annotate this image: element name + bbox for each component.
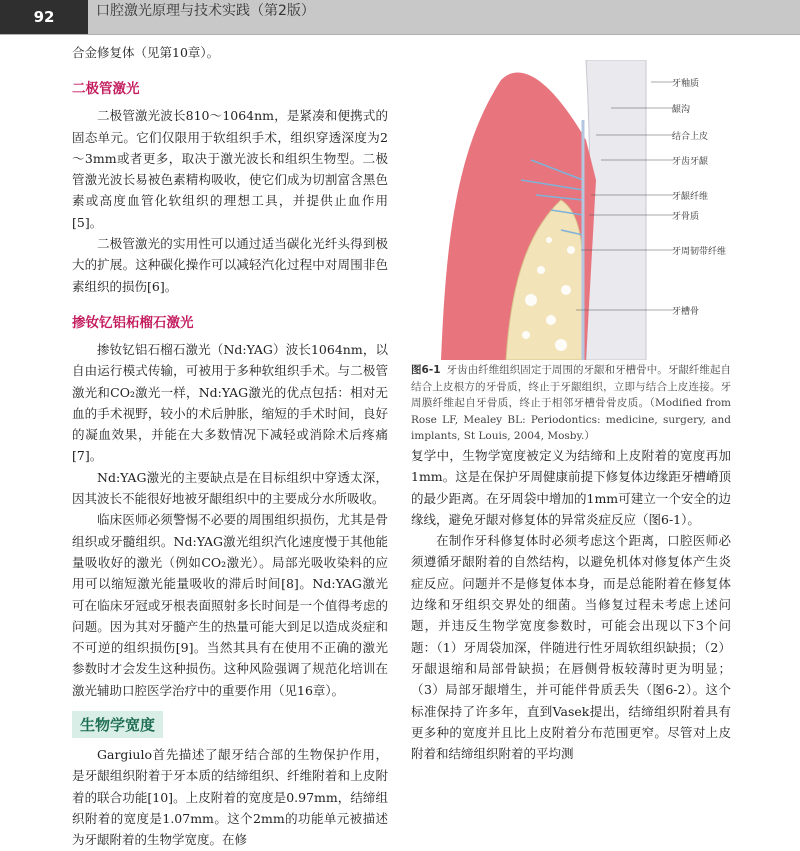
figure-caption-text: 牙齿由纤维组织固定于周围的牙龈和牙槽骨中。牙龈纤维起自结合上皮根方的牙骨质，终止于牙龈组织，立即与结合上皮连接。牙周膜纤维起自牙骨质，终止于相邻牙槽骨骨皮质。（Modified from Rose LF, Mealey BL: Periodontics: medicine, surgery, and implants, St Louis, 2004, Mosby.） (411, 364, 731, 442)
figure-label-gingival-fibers: 牙龈纤维 (672, 192, 709, 202)
tooth-shape (586, 60, 646, 360)
paragraph: 二极管激光波长810～1064nm，是紧凑和便携式的固态单元。它们仅限用于软组织手术，组织穿透深度为2～3mm或者更多，取决于激光波长和组织生物型。二极管激光波长易被色素精构吸收，使它们成为切割富含黑色素或高度血管化软组织的理想工具，并提供止血作用[5]。 (72, 108, 388, 230)
right-column (411, 445, 731, 764)
paragraph: 在制作牙科修复体时必须考虑这个距离，口腔医师必须遵循牙龈附着的自然结构，以避免机体对修复体产生炎症反应。问题并不是修复体本身，而是总能附着在修复体边缘和牙组织交界处的细菌。当修复过程未考虑上述问题，并违反生物学宽度参数时，可能会出现以下3个问题：（1）牙周袋加深，伴随进行性牙周软组织缺损；（2）牙龈退缩和局部骨缺损；在唇侧骨板较薄时更为明显；（3）局部牙龈增生，并可能伴骨质丢失（图6-2）。这个标准保持了许多年，直到Vasek提出，结缔组织附着具有更多种的宽度并且比上皮附着分布范围更窄。尽管对上皮附着和结缔组织附着的平均测 (411, 533, 731, 762)
figure-label-pdl-fibers: 牙周韧带纤维 (672, 247, 727, 257)
figure-label-junctional-epithelium: 结合上皮 (672, 132, 709, 142)
figure-labels (672, 60, 742, 360)
heading-biologic-width: 生物学宽度 (72, 711, 163, 738)
figure-number: 图6-1 (411, 364, 441, 376)
heading-diode-laser: 二极管激光 (72, 81, 140, 98)
paragraph: Gargiulo首先描述了龈牙结合部的生物保护作用，是牙龈组织附着于牙本质的结缔组织、纤维附着和上皮附着的联合功能[10]。上皮附着的宽度是0.97mm，结缔组织附着的宽度是1.07mm。这个2mm的功能单元被描述为牙龈附着的生物学宽度。在修 (72, 747, 388, 848)
paragraph: 临床医师必须警惕不必要的周围组织损伤，尤其是骨组织或牙髓组织。Nd:YAG激光组织汽化速度慢于其他能量吸收好的激光（例如CO₂激光）。局部光吸收染料的应用可以缩短激光能量吸收的滞后时间[8]。Nd:YAG激光可在临床牙冠或牙根表面照射多长时间是一个值得考虑的问题。因为其对牙髓产生的热量可能大到足以造成炎症和不可逆的组织损伤[9]。当然其具有在使用不正确的激光参数时才会发生这种损伤。这种风险强调了规范化培训在激光辅助口腔医学治疗中的重要作用（见16章）。 (72, 512, 388, 698)
heading-ndyag-laser: 掺钕钇铝柘榴石激光 (72, 314, 194, 331)
figure-label-sulcus: 龈沟 (672, 105, 691, 115)
page-number: 92 (0, 0, 88, 34)
intro-text: 合金修复体（见第10章）。 (72, 45, 220, 60)
page-header (0, 0, 800, 35)
paragraph: 二极管激光的实用性可以通过适当碳化光纤头得到极大的扩展。这种碳化操作可以减轻汽化过程中对周围非色素组织的损伤[6]。 (72, 236, 388, 294)
figure-caption (411, 362, 731, 445)
paragraph: Nd:YAG激光的主要缺点是在目标组织中穿透太深，因其波长不能很好地被牙龈组织中的主要成分水所吸收。 (72, 469, 388, 507)
figure-label-dentogingival: 牙齿牙龈 (672, 157, 709, 167)
figure-label-cementum: 牙骨质 (672, 212, 700, 222)
tooth-anatomy-figure (411, 60, 711, 360)
book-title: 口腔激光原理与技术实践（第2版） (96, 3, 315, 19)
left-column (72, 42, 388, 851)
paragraph: 掺钕钇铝石榴石激光（Nd:YAG）波长1064nm，以自由运行模式传输，可被用于多种软组织手术。与二极管激光和CO₂激光一样，Nd:YAG激光的优点包括：相对无血的手术视野，较小的术后肿胀，缩短的手术时间，良好的凝血效果，并能在大多数情况下减轻或消除术后疼痛[7]。 (72, 341, 388, 464)
figure-label-enamel: 牙釉质 (672, 79, 700, 89)
figure-label-alveolar-bone: 牙槽骨 (672, 307, 700, 317)
paragraph: 复学中，生物学宽度被定义为结缔和上皮附着的宽度再加1mm。这是在保护牙周健康前提下修复体边缘距牙槽嵴顶的最少距离。在牙周袋中增加的1mm可建立一个安全的边缘线，避免牙龈对修复体的异常炎症反应（图6-1）。 (411, 448, 731, 527)
